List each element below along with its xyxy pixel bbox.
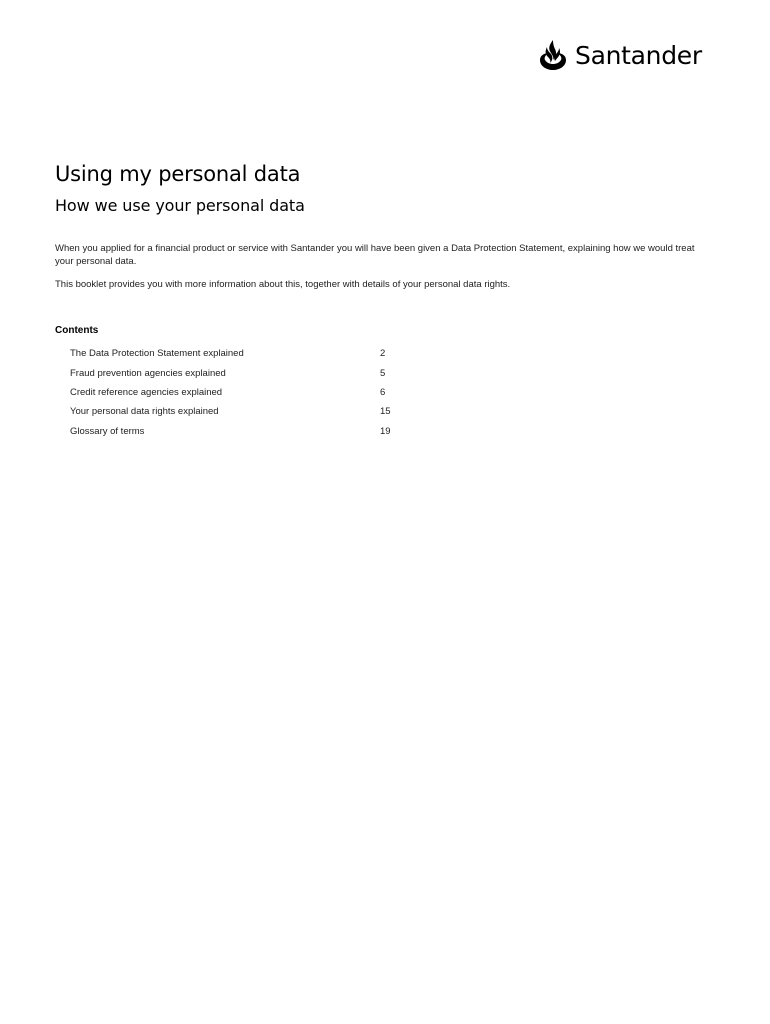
santander-logo xyxy=(536,38,702,72)
toc-item-page: 2 xyxy=(380,348,386,360)
table-of-contents xyxy=(70,344,400,441)
intro-paragraph-2: This booklet provides you with more information about this, together with details of your personal data rights. xyxy=(55,279,511,290)
toc-item xyxy=(70,402,400,421)
toc-item-page: 19 xyxy=(380,425,391,437)
toc-item-label: Fraud prevention agencies explained xyxy=(70,367,226,379)
page-subtitle: How we use your personal data xyxy=(55,196,305,215)
toc-item xyxy=(70,363,400,382)
intro-paragraph: When you applied for a financial product or service with Santander you will have been given a Data Protection Statement, explaining how we would treat your personal data. xyxy=(55,243,695,267)
toc-item xyxy=(70,383,400,402)
toc-item-page: 6 xyxy=(380,386,386,398)
toc-item-label: The Data Protection Statement explained xyxy=(70,348,244,360)
contents-heading: Contents xyxy=(55,325,99,336)
toc-item-page: 5 xyxy=(380,367,386,379)
toc-item-label: Your personal data rights explained xyxy=(70,406,219,418)
brand-name: Santander xyxy=(575,40,702,70)
toc-item-label: Credit reference agencies explained xyxy=(70,386,223,398)
toc-item xyxy=(70,344,400,363)
page-title: Using my personal data xyxy=(55,162,301,186)
toc-item xyxy=(70,422,400,441)
toc-item-label: Glossary of terms xyxy=(70,425,145,437)
santander-flame-icon xyxy=(536,38,570,72)
toc-item-page: 15 xyxy=(380,406,391,418)
